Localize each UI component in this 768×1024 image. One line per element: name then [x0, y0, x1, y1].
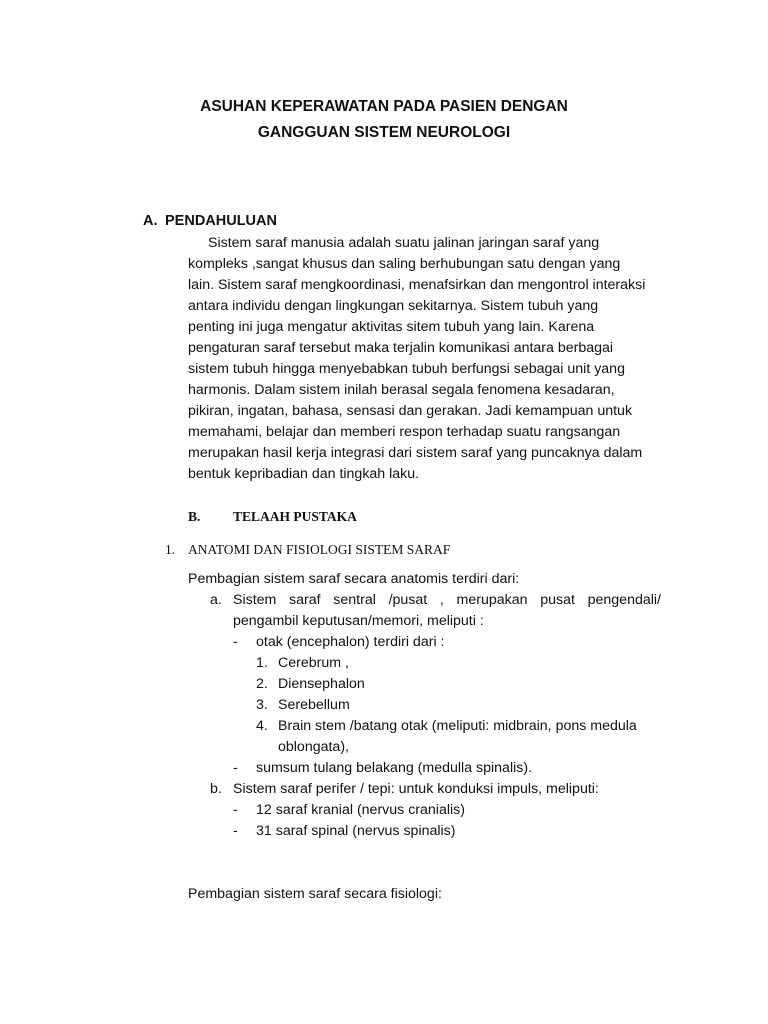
- list-item-marker: 4.: [256, 718, 268, 734]
- item-b-text: Sistem saraf perifer / tepi: untuk konduksi impuls, meliputi:: [233, 781, 599, 797]
- list-item-marker: 2.: [256, 676, 268, 692]
- cranial-nerves-item: 12 saraf kranial (nervus cranialis): [256, 802, 465, 818]
- dash-marker: -: [233, 760, 238, 776]
- document-title-line-2: GANGGUAN SISTEM NEUROLOGI: [257, 124, 511, 141]
- spinal-nerves-item: 31 saraf spinal (nervus spinalis): [256, 823, 456, 839]
- subsection-1-marker: 1.: [165, 542, 176, 557]
- dash-marker: -: [233, 823, 238, 839]
- physiology-intro: Pembagian sistem saraf secara fisiologi:: [188, 886, 442, 902]
- list-item-serebellum: Serebellum: [278, 697, 350, 713]
- section-a-heading: PENDAHULUAN: [165, 213, 277, 229]
- list-item-brain-stem: Brain stem /batang otak (meliputi: midbrain, pons medula: [278, 718, 637, 734]
- document-title-line-1: ASUHAN KEPERAWATAN PADA PASIEN DENGAN: [200, 98, 568, 115]
- list-item-cerebrum: Cerebrum ,: [278, 655, 349, 671]
- spinal-cord-item: sumsum tulang belakang (medulla spinalis).: [256, 760, 533, 776]
- section-a-paragraph: Sistem saraf manusia adalah suatu jalinan jaringan saraf yang kompleks ,sangat khusus dan saling berhubungan satu dengan yang lain. Sistem saraf mengkoordinasi, menafsirkan dan mengontrol interaksi antara individu dengan lingkungan sekitarnya. Sistem tubuh yang penting ini juga mengatur aktivitas sitem tubuh yang lain. Karena pengaturan saraf tersebut maka terjalin komunikasi antara berbagai sistem tubuh hingga menyebabkan tubuh berfungsi sebagai unit yang harmonis. Dalam sistem inilah berasal segala fenomena kesadaran, pikiran, ingatan, bahasa, sensasi dan gerakan. Jadi kemampuan untuk memahami, belajar dan memberi respon terhadap suatu rangsangan merupakan hasil kerja integrasi dari sistem saraf yang puncaknya dalam bentuk kepribadian dan tingkah laku.: [188, 235, 646, 482]
- section-a-marker: A.: [143, 213, 158, 229]
- list-item-diensephalon: Diensephalon: [278, 676, 365, 692]
- dash-marker: -: [233, 802, 238, 818]
- dash-marker: -: [233, 634, 238, 650]
- item-a-line-2: pengambil keputusan/memori, meliputi :: [233, 613, 484, 629]
- section-b-marker: B.: [188, 509, 201, 524]
- item-a-marker: a.: [210, 592, 222, 608]
- list-item-brain-stem-cont: oblongata),: [278, 739, 349, 755]
- item-b-marker: b.: [210, 781, 222, 797]
- anatomy-intro: Pembagian sistem saraf secara anatomis terdiri dari:: [188, 571, 520, 587]
- list-item-marker: 3.: [256, 697, 268, 713]
- section-b-heading: TELAAH PUSTAKA: [233, 509, 357, 524]
- brain-item: otak (encephalon) terdiri dari :: [256, 634, 445, 650]
- subsection-1-heading: ANATOMI DAN FISIOLOGI SISTEM SARAF: [188, 542, 451, 557]
- list-item-marker: 1.: [256, 655, 268, 671]
- item-a-line-1: Sistem saraf sentral /pusat , merupakan pusat pengendali/: [233, 592, 661, 608]
